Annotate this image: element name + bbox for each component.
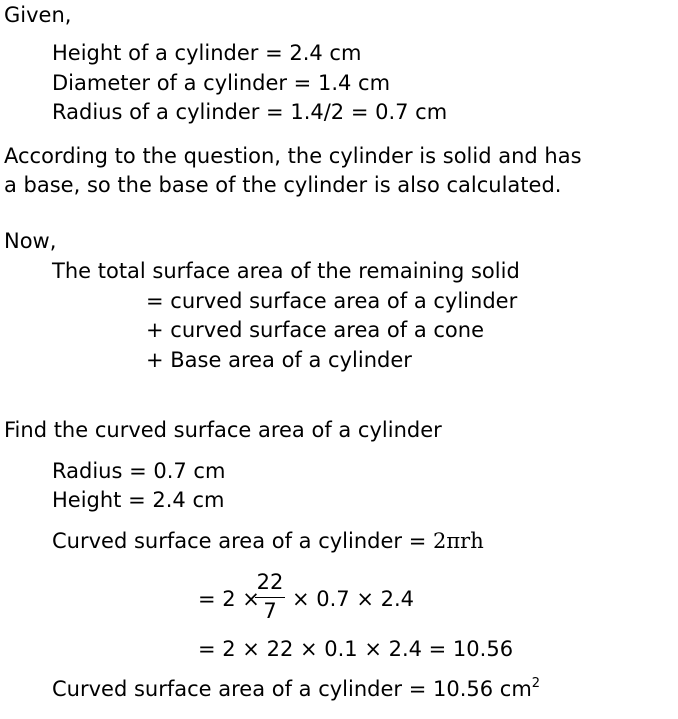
csa-radius: Radius = 0.7 cm [52, 459, 226, 483]
csa-formula: 2πrh [433, 529, 484, 553]
fraction-numerator: 22 [256, 570, 284, 594]
csa-formula-label: Curved surface area of a cylinder = [52, 529, 433, 553]
step2: = 2 × 22 × 0.1 × 2.4 = 10.56 [198, 637, 514, 661]
given-diameter: Diameter of a cylinder = 1.4 cm [52, 71, 391, 95]
total-surface-area-intro: The total surface area of the remaining solid [52, 259, 520, 283]
csa-result [52, 676, 541, 701]
fraction-bar [255, 597, 285, 598]
csa-formula-line [52, 531, 484, 552]
csa-result-exponent: 2 [531, 676, 541, 691]
csa-height: Height = 2.4 cm [52, 488, 225, 512]
csa-result-label: Curved surface area of a cylinder = 10.56 cm [52, 677, 532, 701]
term-cone-csa: + curved surface area of a cone [146, 318, 484, 342]
note-line-2: a base, so the base of the cylinder is also calculated. [4, 173, 562, 197]
step1-suffix: × 0.7 × 2.4 [292, 587, 415, 611]
step1-fraction [255, 572, 285, 622]
given-radius: Radius of a cylinder = 1.4/2 = 0.7 cm [52, 100, 448, 124]
note-line-1: According to the question, the cylinder is solid and has [4, 144, 582, 168]
term-cylinder-csa: = curved surface area of a cylinder [146, 289, 518, 313]
given-height: Height of a cylinder = 2.4 cm [52, 41, 362, 65]
term-base-area: + Base area of a cylinder [146, 348, 412, 372]
given-heading: Given, [4, 3, 72, 27]
csa-heading: Find the curved surface area of a cylinder [4, 418, 442, 442]
step1-prefix: = 2 × [198, 587, 260, 611]
now-heading: Now, [4, 229, 57, 253]
fraction-denominator: 7 [263, 599, 277, 623]
